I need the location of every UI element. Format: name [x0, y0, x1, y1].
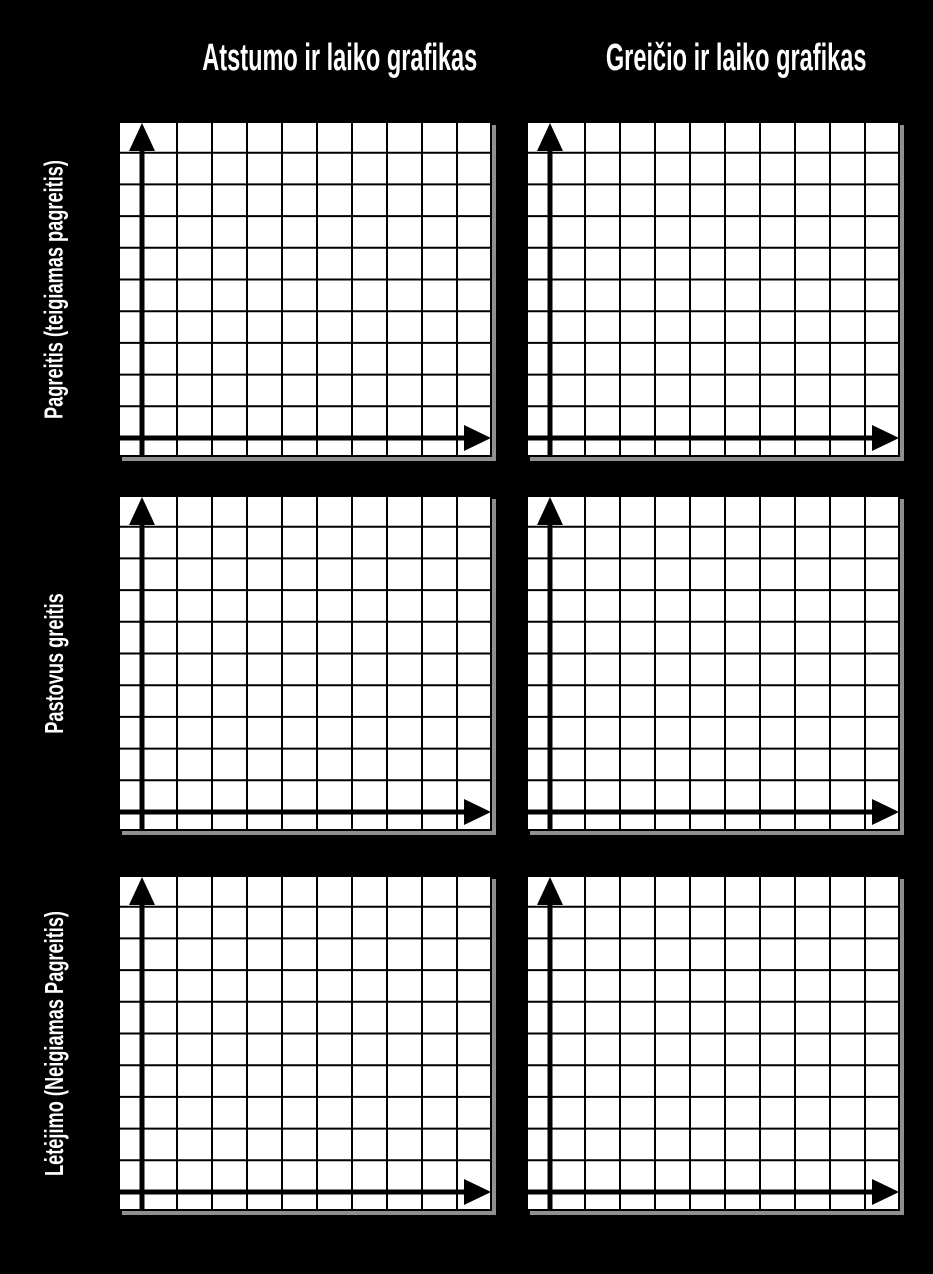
column-header-speed-time: [526, 34, 900, 82]
row-label-constant-speed-text: Pastovus greitis: [38, 592, 69, 734]
graph-grid-svg: [118, 495, 492, 831]
row-label-positive-acceleration: [4, 121, 104, 457]
row-label-constant-speed: [4, 495, 104, 831]
graph-panel-deceleration-distance-time[interactable]: [118, 875, 492, 1211]
graph-grid-svg: [118, 875, 492, 1211]
graph-panel-constant-speed-speed-time[interactable]: [526, 495, 900, 831]
graph-panel-deceleration-speed-time[interactable]: [526, 875, 900, 1211]
graph-grid-svg: [526, 495, 900, 831]
graph-grid-svg: [526, 875, 900, 1211]
row-label-positive-acceleration-text: Pagreitis (teigiamas pagreitis): [38, 159, 69, 419]
graph-panel-acceleration-speed-time[interactable]: [526, 121, 900, 457]
graph-grid-svg: [526, 121, 900, 457]
row-label-negative-acceleration: [4, 875, 104, 1211]
graph-panel-constant-speed-distance-time[interactable]: [118, 495, 492, 831]
column-header-distance-time-label: Atstumo ir laiko grafikas: [202, 37, 478, 79]
graph-panel-acceleration-distance-time[interactable]: [118, 121, 492, 457]
column-header-distance-time: [118, 34, 492, 82]
graph-grid-svg: [118, 121, 492, 457]
row-label-negative-acceleration-text: Lėtėjimo (Neigiamas Pagreitis): [38, 910, 69, 1176]
column-header-speed-time-label: Greičio ir laiko grafikas: [605, 37, 867, 79]
